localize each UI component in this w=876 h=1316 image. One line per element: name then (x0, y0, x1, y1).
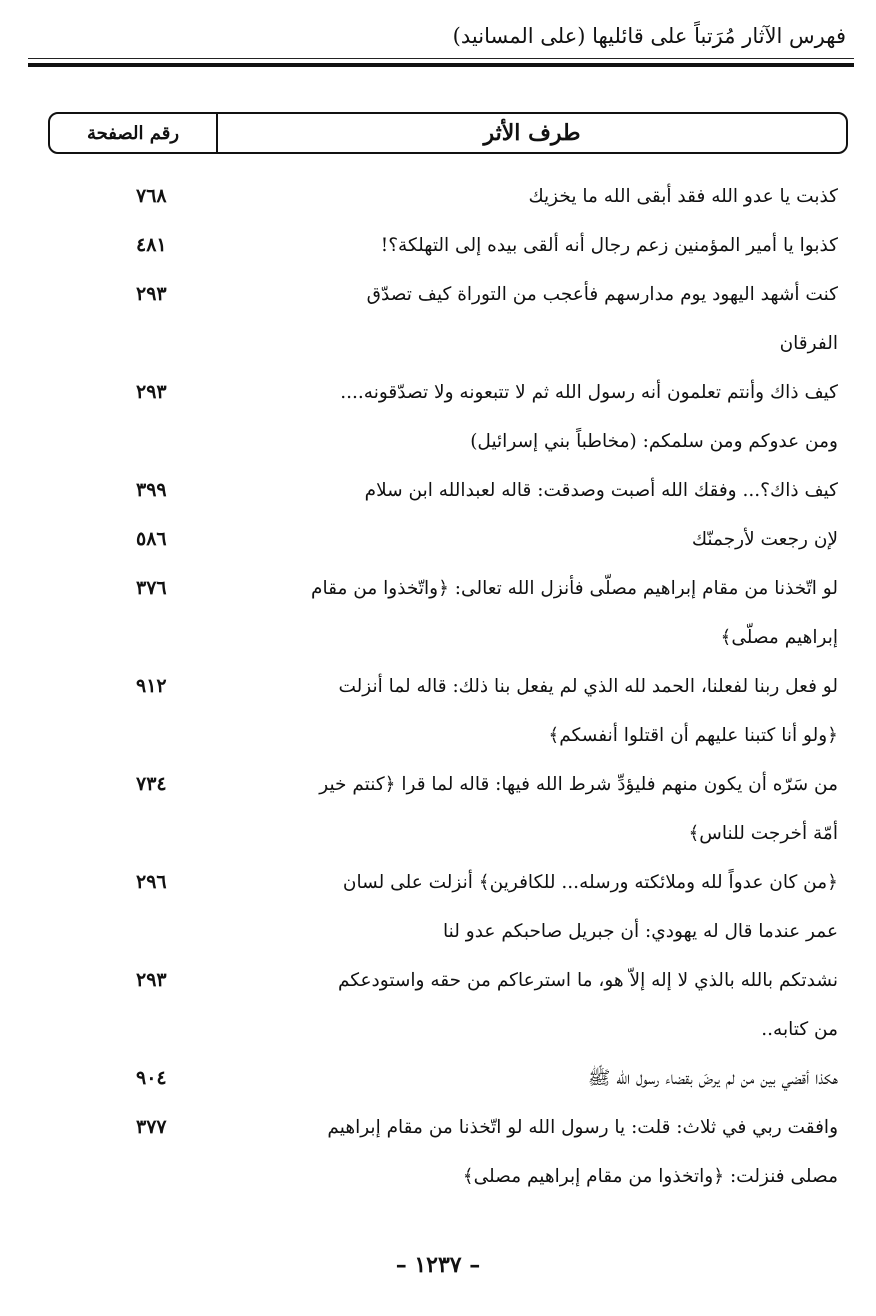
entry-page-number: ٥٨٦ (136, 528, 167, 550)
entry-line: عمر عندما قال له يهودي: أن جبريل صاحبكم عدو لنا (443, 921, 838, 942)
entry-line: من سَرّه أن يكون منهم فليؤدِّ شرط الله فيها: قاله لما قرا ﴿كنتم خير (319, 774, 838, 795)
entry-line: نشدتكم بالله بالذي لا إله إلاّ هو، ما استرعاكم من حقه واستودعكم (337, 970, 838, 991)
entry-text (224, 1054, 838, 1103)
entry-line: كيف ذاك؟... وفقك الله أصبت وصدقت: قاله لعبدالله ابن سلام (364, 480, 838, 501)
entry-text (224, 662, 838, 760)
entry-text (224, 270, 838, 368)
entry-text (224, 564, 838, 662)
entry-page-number: ٣٧٦ (136, 577, 167, 599)
entry-line: ومن عدوكم ومن سلمكم: (مخاطباً بني إسرائيل) (470, 431, 838, 452)
index-entries (48, 172, 838, 1201)
page-number: – ١٢٣٧ – (395, 1252, 481, 1278)
index-entry (48, 368, 838, 466)
entry-line: ﴿من كان عدواً لله وملائكته ورسله... للكافرين﴾ أنزلت على لسان (342, 872, 838, 893)
index-entry (48, 172, 838, 221)
index-entry (48, 221, 838, 270)
entry-line: إبراهيم مصلّى﴾ (720, 627, 838, 648)
entry-text (224, 515, 838, 564)
entry-text (224, 956, 838, 1054)
index-entry (48, 662, 838, 760)
entry-line: أمّة أخرجت للناس﴾ (688, 823, 838, 844)
entry-line: لو فعل ربنا لفعلنا، الحمد لله الذي لم يفعل بنا ذلك: قاله لما أنزلت (338, 676, 838, 697)
entry-page-number: ٢٩٣ (136, 381, 167, 403)
entry-text (224, 221, 838, 270)
entry-page-number: ٣٧٧ (136, 1116, 167, 1138)
index-entry (48, 515, 838, 564)
entry-line: كذبت يا عدو الله فقد أبقى الله ما يخزيك (528, 186, 838, 207)
entry-line: لو اتّخذنا من مقام إبراهيم مصلّى فأنزل الله تعالى: ﴿واتّخذوا من مقام (311, 578, 838, 599)
index-entry (48, 1103, 838, 1201)
entry-line: كيف ذاك وأنتم تعلمون أنه رسول الله ثم لا تتبعونه ولا تصدّقونه.... (340, 382, 838, 403)
entry-page-number: ٩٠٤ (136, 1067, 167, 1089)
index-entry (48, 1054, 838, 1103)
entry-page-number: ٢٩٣ (136, 969, 167, 991)
entry-page-number: ٤٨١ (136, 234, 167, 256)
entry-text (224, 466, 838, 515)
entry-text (224, 368, 838, 466)
entry-page-number: ٧٣٤ (136, 773, 167, 795)
entry-line: هكذا أقضي بين من لم يرضَ بقضاء رسول الله ﷺ (588, 1068, 838, 1089)
column-header-page: رقم الصفحة (50, 114, 218, 152)
entry-text (224, 1103, 838, 1201)
entry-line: من كتابه.. (761, 1019, 838, 1040)
header-rule-thick (28, 63, 854, 67)
index-entry (48, 858, 838, 956)
entry-page-number: ٧٦٨ (136, 185, 167, 207)
header-rule-thin (28, 58, 854, 59)
entry-page-number: ٩١٢ (136, 675, 167, 697)
entry-line: لإن رجعت لأرجمنّك (691, 529, 838, 550)
entry-text (224, 858, 838, 956)
entry-line: ﴿ولو أنا كتبنا عليهم أن اقتلوا أنفسكم﴾ (548, 725, 838, 746)
entry-text (224, 172, 838, 221)
entry-text (224, 760, 838, 858)
entry-line: كنت أشهد اليهود يوم مدارسهم فأعجب من التوراة كيف تصدّق (366, 284, 838, 305)
index-entry (48, 564, 838, 662)
entry-line: كذبوا يا أمير المؤمنين زعم رجال أنه ألقى بيده إلى التهلكة؟! (380, 235, 838, 256)
index-entry (48, 760, 838, 858)
entry-page-number: ٢٩٣ (136, 283, 167, 305)
entry-line: وافقت ربي في ثلاث: قلت: يا رسول الله لو اتّخذنا من مقام إبراهيم (327, 1117, 838, 1138)
index-entry (48, 466, 838, 515)
running-head: فهرس الآثار مُرَتباً على قائليها (على المسانيد) (452, 24, 846, 48)
column-header-text: طرف الأثر (483, 120, 581, 146)
index-entry (48, 270, 838, 368)
entry-page-number: ٢٩٦ (136, 871, 167, 893)
entry-page-number: ٣٩٩ (136, 479, 167, 501)
entry-line: مصلى فنزلت: ﴿واتخذوا من مقام إبراهيم مصلى﴾ (462, 1166, 838, 1187)
table-header (48, 112, 848, 154)
index-entry (48, 956, 838, 1054)
entry-line: الفرقان (779, 333, 838, 354)
